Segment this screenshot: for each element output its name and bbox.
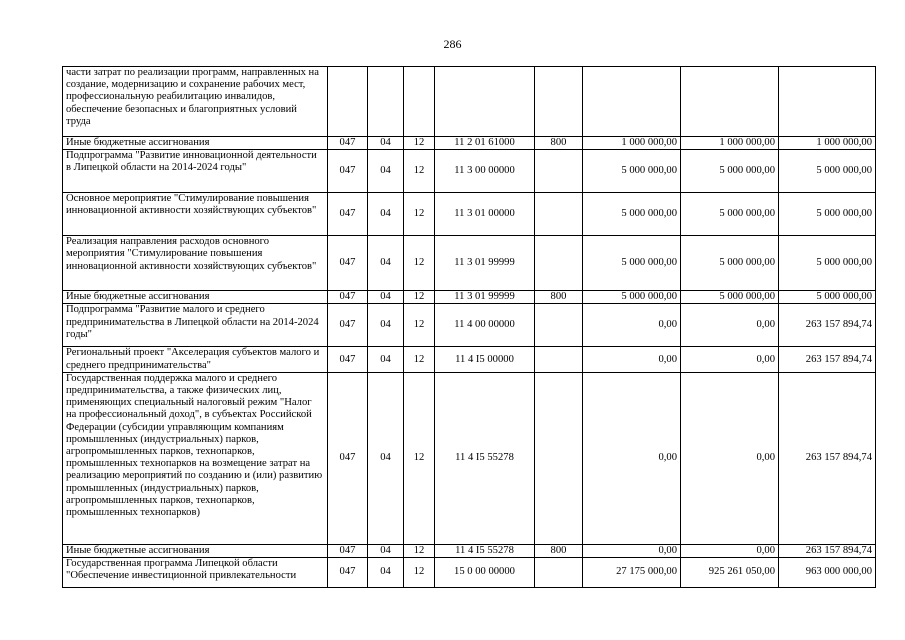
table-row: [63, 291, 876, 304]
page-number: 286: [443, 37, 462, 51]
cell-sum-2: 0,00: [681, 372, 779, 544]
cell-sum-3: 5 000 000,00: [779, 150, 876, 193]
cell-sum-2: 0,00: [681, 544, 779, 557]
cell-target-article: 11 4 I5 00000: [435, 347, 535, 372]
cell-sum-3: 263 157 894,74: [779, 347, 876, 372]
cell-section: 04: [368, 150, 404, 193]
cell-name: Подпрограмма "Развитие малого и среднего предпринимательства в Липецкой области на 2014-2024 годы": [63, 304, 328, 347]
cell-section: 04: [368, 544, 404, 557]
cell-ministry: 047: [328, 558, 368, 588]
cell-sum-3: 5 000 000,00: [779, 193, 876, 236]
cell-section: 04: [368, 236, 404, 291]
cell-ministry: 047: [328, 137, 368, 150]
cell-name: Иные бюджетные ассигнования: [63, 291, 328, 304]
cell-name: Региональный проект "Акселерация субъектов малого и среднего предпринимательства": [63, 347, 328, 372]
cell-sum-1: [583, 67, 681, 137]
cell-target-article: 11 4 00 00000: [435, 304, 535, 347]
cell-sum-1: 5 000 000,00: [583, 236, 681, 291]
table-row: [63, 372, 876, 544]
cell-subsection: 12: [404, 291, 435, 304]
cell-expense-type: [535, 372, 583, 544]
cell-sum-3: 263 157 894,74: [779, 304, 876, 347]
cell-section: 04: [368, 291, 404, 304]
table-row: [63, 193, 876, 236]
cell-ministry: 047: [328, 372, 368, 544]
table-row: [63, 558, 876, 588]
cell-target-article: 11 4 I5 55278: [435, 544, 535, 557]
cell-sum-1: 0,00: [583, 372, 681, 544]
cell-sum-3: 963 000 000,00: [779, 558, 876, 588]
cell-expense-type: [535, 347, 583, 372]
cell-ministry: 047: [328, 347, 368, 372]
cell-expense-type: 800: [535, 291, 583, 304]
cell-name: части затрат по реализации программ, направленных на создание, модернизацию и сохранение рабочих мест, профессиональную реабилитацию инвалидов, обеспечение безопасных и благоприятных условий труда: [63, 67, 328, 137]
cell-name: Иные бюджетные ассигнования: [63, 544, 328, 557]
table-row: [63, 150, 876, 193]
cell-subsection: 12: [404, 558, 435, 588]
table-row: [63, 347, 876, 372]
cell-section: 04: [368, 372, 404, 544]
cell-expense-type: [535, 236, 583, 291]
cell-sum-2: 5 000 000,00: [681, 150, 779, 193]
cell-subsection: [404, 67, 435, 137]
cell-subsection: 12: [404, 304, 435, 347]
cell-target-article: 11 3 01 99999: [435, 236, 535, 291]
cell-sum-1: 5 000 000,00: [583, 150, 681, 193]
cell-subsection: 12: [404, 372, 435, 544]
cell-ministry: 047: [328, 544, 368, 557]
cell-sum-1: 0,00: [583, 304, 681, 347]
cell-target-article: 11 4 I5 55278: [435, 372, 535, 544]
cell-name: Иные бюджетные ассигнования: [63, 137, 328, 150]
cell-sum-2: 5 000 000,00: [681, 236, 779, 291]
cell-expense-type: [535, 193, 583, 236]
cell-section: [368, 67, 404, 137]
table-body: [63, 67, 876, 588]
cell-expense-type: [535, 67, 583, 137]
cell-sum-1: 0,00: [583, 347, 681, 372]
cell-ministry: 047: [328, 291, 368, 304]
cell-name: Основное мероприятие "Стимулирование повышения инновационной активности хозяйствующих субъектов": [63, 193, 328, 236]
cell-sum-3: 1 000 000,00: [779, 137, 876, 150]
cell-name: Государственная программа Липецкой области "Обеспечение инвестиционной привлекательности: [63, 558, 328, 588]
cell-sum-1: 0,00: [583, 544, 681, 557]
cell-sum-1: 27 175 000,00: [583, 558, 681, 588]
cell-sum-2: 0,00: [681, 347, 779, 372]
cell-target-article: 11 2 01 61000: [435, 137, 535, 150]
table-row: [63, 544, 876, 557]
cell-section: 04: [368, 558, 404, 588]
cell-expense-type: 800: [535, 544, 583, 557]
cell-sum-1: 5 000 000,00: [583, 193, 681, 236]
cell-sum-2: 5 000 000,00: [681, 291, 779, 304]
cell-expense-type: [535, 558, 583, 588]
cell-sum-2: 5 000 000,00: [681, 193, 779, 236]
table-row: [63, 236, 876, 291]
cell-subsection: 12: [404, 193, 435, 236]
table-row: [63, 67, 876, 137]
cell-name: Государственная поддержка малого и среднего предпринимательства, а также физических лиц, применяющих специальный налоговый режим "Налог на профессиональный доход", в субъектах Российской Федерации (субсидии управляющим компаниям промышленных (индустриальных) парков, агропромышленных парков, технопарков, промышленных технопарков на возмещение затрат на реализацию мероприятий по созданию и (или) развитию промышленных (индустриальных) парков, агропромышленных парков, технопарков, промышленных технопарков): [63, 372, 328, 544]
cell-expense-type: [535, 150, 583, 193]
cell-subsection: 12: [404, 347, 435, 372]
cell-sum-3: 5 000 000,00: [779, 291, 876, 304]
cell-sum-1: 1 000 000,00: [583, 137, 681, 150]
cell-name: Реализация направления расходов основного мероприятия "Стимулирование повышения инновационной активности хозяйствующих субъектов": [63, 236, 328, 291]
cell-target-article: [435, 67, 535, 137]
cell-sum-3: [779, 67, 876, 137]
cell-ministry: 047: [328, 150, 368, 193]
table-row: [63, 304, 876, 347]
cell-sum-3: 5 000 000,00: [779, 236, 876, 291]
cell-ministry: 047: [328, 193, 368, 236]
cell-expense-type: 800: [535, 137, 583, 150]
cell-sum-3: 263 157 894,74: [779, 544, 876, 557]
cell-subsection: 12: [404, 137, 435, 150]
cell-expense-type: [535, 304, 583, 347]
cell-subsection: 12: [404, 150, 435, 193]
cell-subsection: 12: [404, 544, 435, 557]
cell-target-article: 15 0 00 00000: [435, 558, 535, 588]
cell-target-article: 11 3 01 99999: [435, 291, 535, 304]
cell-section: 04: [368, 137, 404, 150]
cell-sum-2: [681, 67, 779, 137]
cell-sum-3: 263 157 894,74: [779, 372, 876, 544]
cell-section: 04: [368, 347, 404, 372]
cell-target-article: 11 3 00 00000: [435, 150, 535, 193]
cell-target-article: 11 3 01 00000: [435, 193, 535, 236]
cell-sum-2: 925 261 050,00: [681, 558, 779, 588]
cell-section: 04: [368, 304, 404, 347]
cell-sum-2: 1 000 000,00: [681, 137, 779, 150]
table-row: [63, 137, 876, 150]
cell-sum-1: 5 000 000,00: [583, 291, 681, 304]
cell-subsection: 12: [404, 236, 435, 291]
cell-ministry: 047: [328, 236, 368, 291]
cell-ministry: 047: [328, 304, 368, 347]
cell-sum-2: 0,00: [681, 304, 779, 347]
cell-section: 04: [368, 193, 404, 236]
cell-name: Подпрограмма "Развитие инновационной деятельности в Липецкой области на 2014-2024 годы": [63, 150, 328, 193]
cell-ministry: [328, 67, 368, 137]
budget-table: [62, 66, 876, 588]
